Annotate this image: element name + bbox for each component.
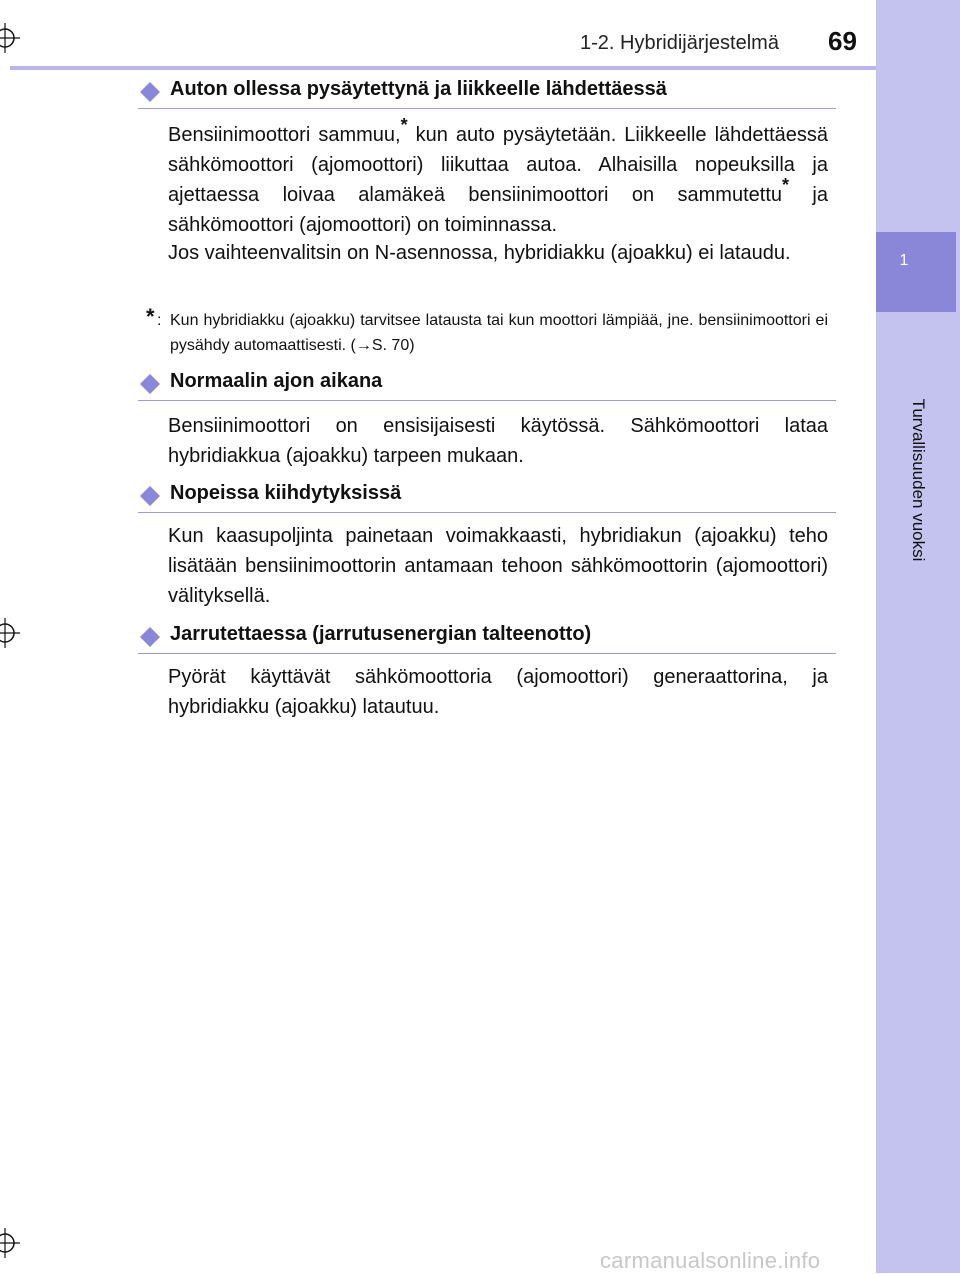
footnote-star: * <box>146 304 155 329</box>
registration-mark-icon <box>0 1228 20 1258</box>
registration-mark-icon <box>0 618 20 648</box>
body-paragraph: Jos vaihteenvalitsin on N-asennossa, hybridiakku (ajoakku) ei lataudu. <box>168 242 791 264</box>
watermark: carmanualsonline.info <box>600 1248 821 1273</box>
section-heading <box>138 480 836 513</box>
header-rule <box>10 66 876 70</box>
diamond-bullet-icon <box>140 374 160 394</box>
body-paragraph: Kun kaasupoljinta painetaan voimakkaasti, hybridiakun (ajoakku) teho lisätään bensiinimoottorin antamaan tehoon sähkömoottorin (ajomoottori) välityksellä. <box>168 525 828 607</box>
body-paragraph: Pyörät käyttävät sähkömoottoria (ajomoottori) generaattorina, ja hybridiakku (ajoakku) latautuu. <box>168 666 828 718</box>
paragraph-text: kun auto pysäytetään. Liikkeelle lähdettäessä sähkömoottori (ajomoottori) liikuttaa autoa. Alhaisilla nopeuksilla ja ajettaessa loivaa alamäkeä bensiinimoottori on sammutettu <box>168 124 828 206</box>
body-paragraph <box>168 115 828 240</box>
footnote-marker: * <box>400 115 408 135</box>
paragraph-text: ja sähkömoottori (ajomoottori) on toiminnassa. <box>168 184 828 236</box>
section-heading-text: Jarrutettaessa (jarrutusenergian talteenotto) <box>170 623 592 645</box>
section-heading <box>138 76 836 109</box>
chapter-side-tab <box>876 0 960 1273</box>
footnote <box>138 304 828 358</box>
running-header-title: 1-2. Hybridijärjestelmä <box>580 32 779 54</box>
section-heading-text: Nopeissa kiihdytyksissä <box>170 482 402 504</box>
registration-mark-icon <box>0 23 20 53</box>
diamond-bullet-icon <box>140 82 160 102</box>
chapter-number-box <box>876 232 956 312</box>
section-heading-text: Auton ollessa pysäytettynä ja liikkeelle lähdettäessä <box>170 78 667 100</box>
chapter-label: Turvallisuuden vuoksi <box>909 398 928 562</box>
page-number: 69 <box>828 26 857 56</box>
section-heading <box>138 621 836 654</box>
body-paragraph: Bensiinimoottori on ensisijaisesti käytössä. Sähkömoottori lataa hybridiakkua (ajoakku) tarpeen mukaan. <box>168 415 828 467</box>
footnote-marker: * <box>782 175 790 195</box>
diamond-bullet-icon <box>140 486 160 506</box>
chapter-number: 1 <box>899 252 909 269</box>
section-heading-text: Normaalin ajon aikana <box>170 370 383 392</box>
footnote-colon: : <box>157 312 162 329</box>
footnote-text: Kun hybridiakku (ajoakku) tarvitsee latausta tai kun moottori lämpiää, jne. bensiinimoottori ei pysähdy automaattisesti. (→S. 70) <box>170 312 828 354</box>
diamond-bullet-icon <box>140 627 160 647</box>
paragraph-text: Bensiinimoottori sammuu, <box>168 124 401 146</box>
section-heading <box>138 368 836 401</box>
